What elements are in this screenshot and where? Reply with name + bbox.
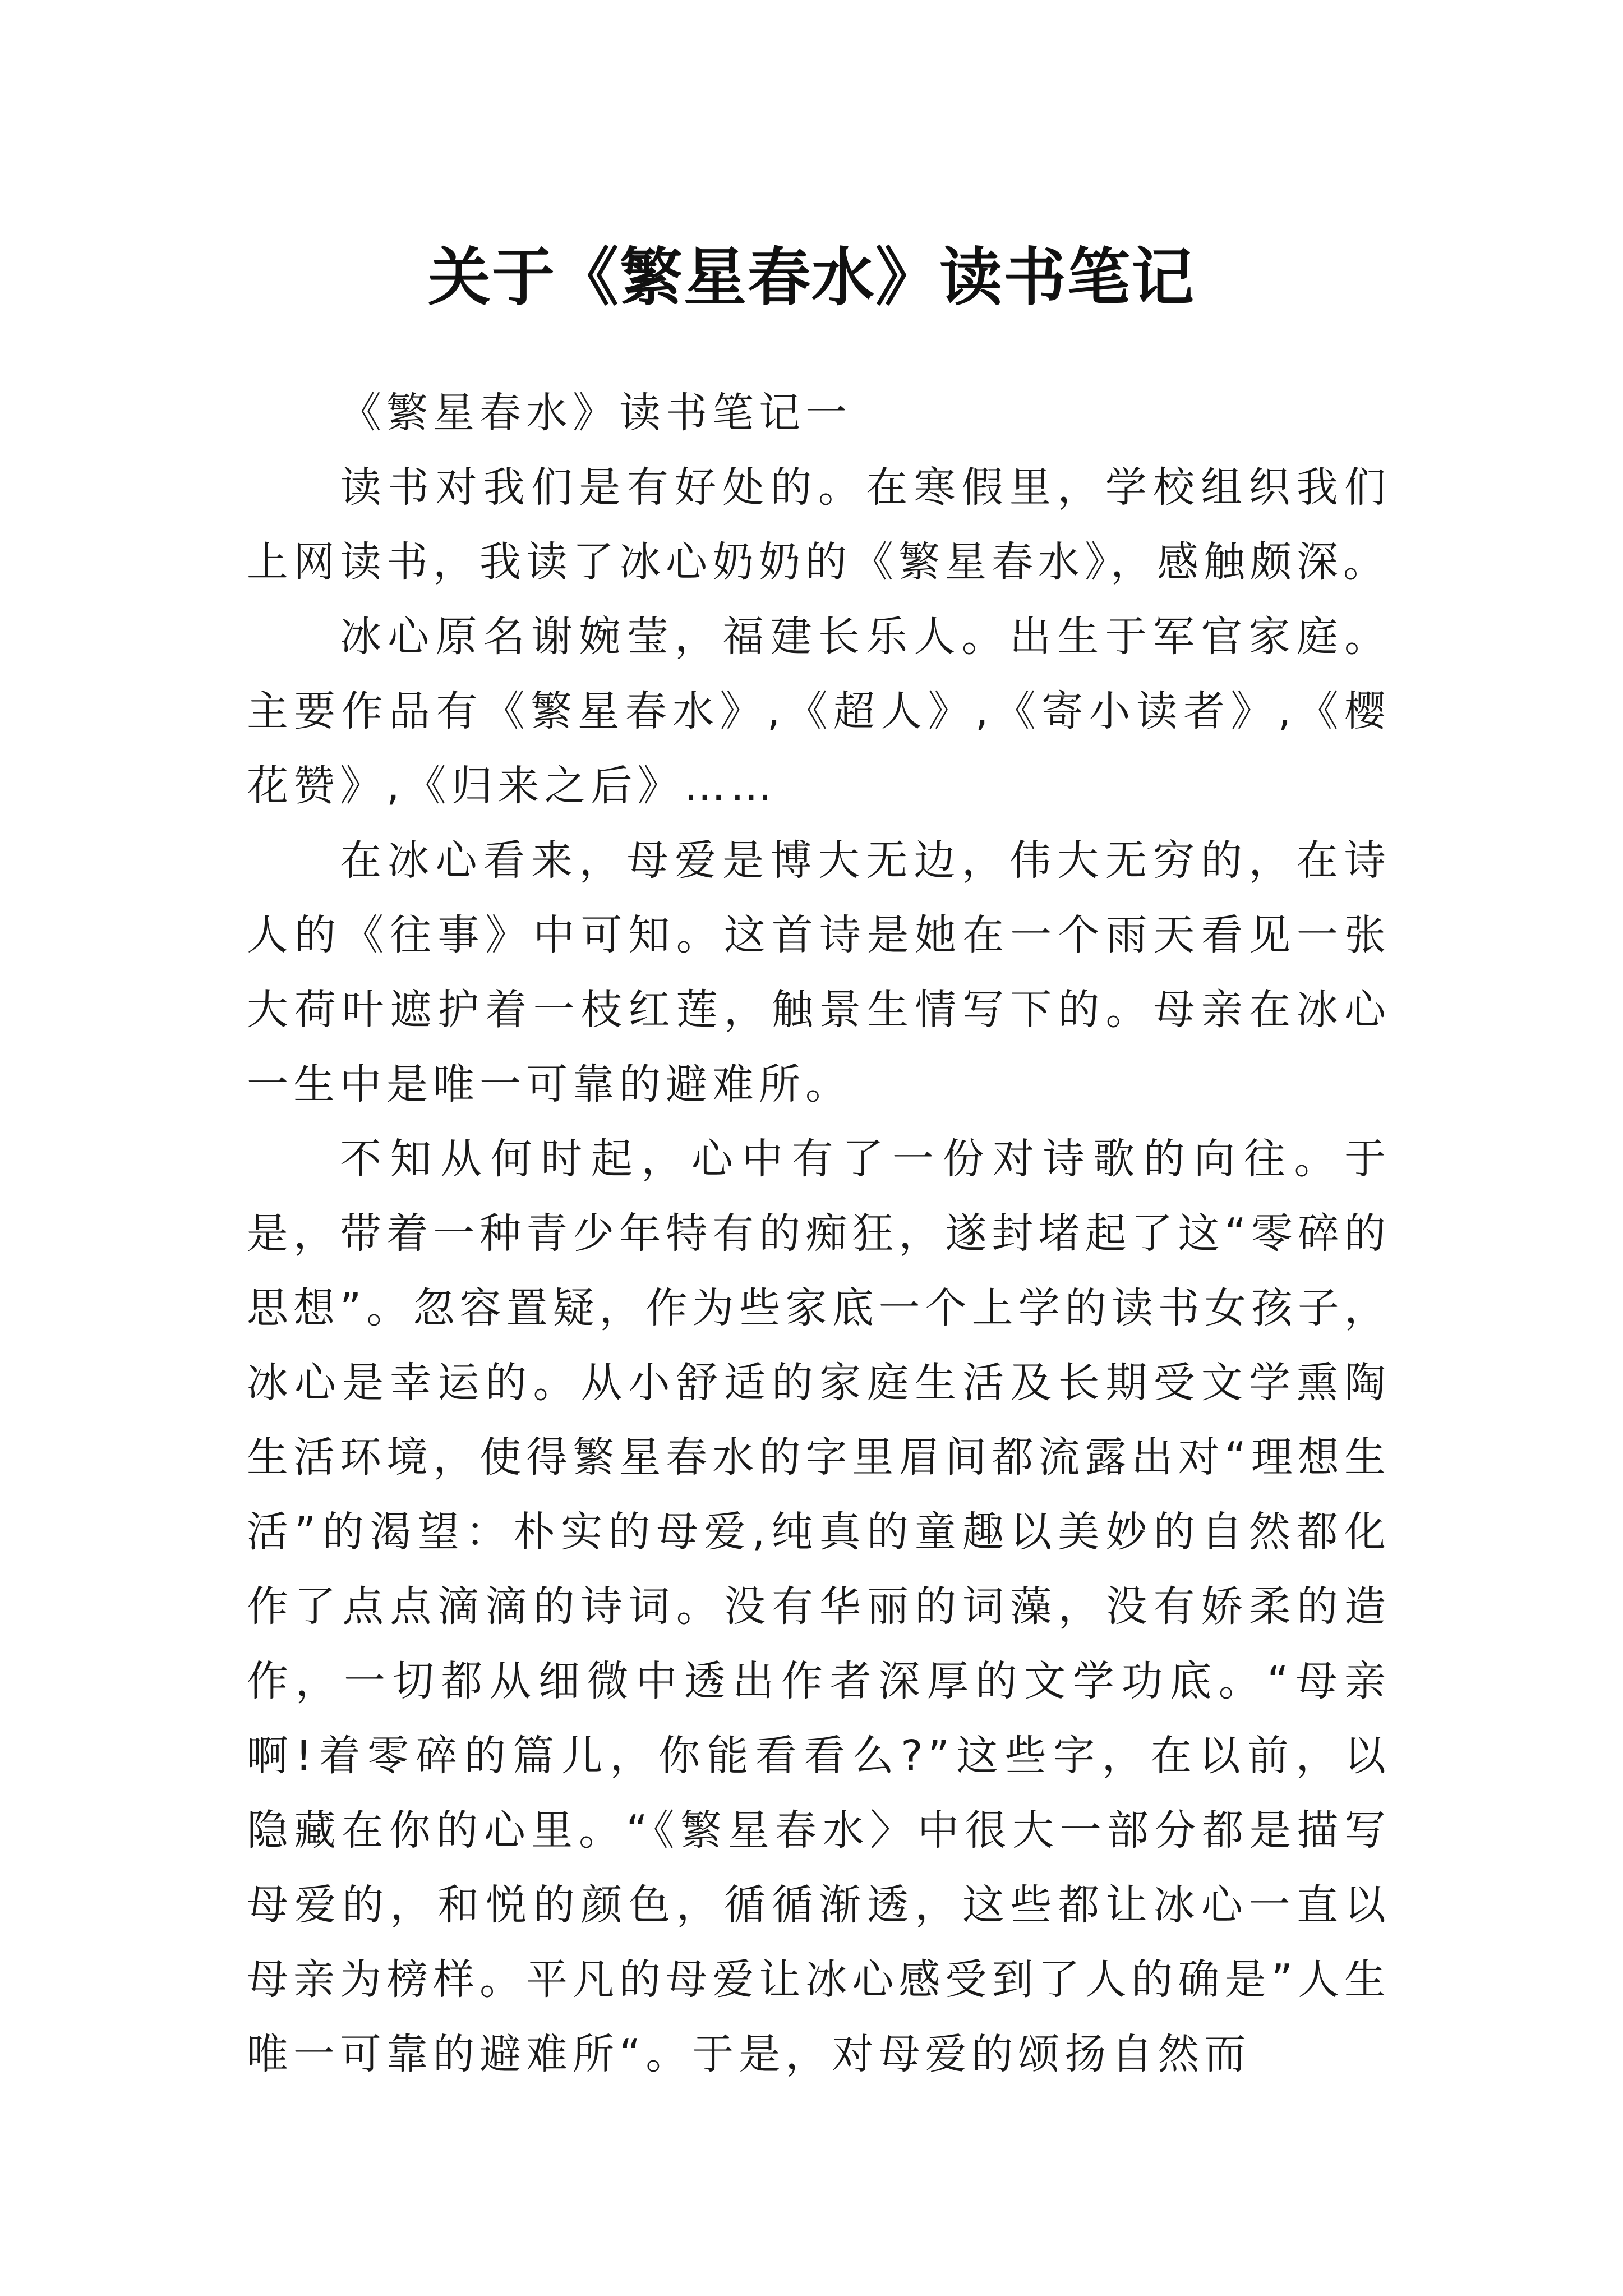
paragraph: 在冰心看来，母爱是博大无边，伟大无穷的，在诗人的《往事》中可知。这首诗是她在一个雨天看见一张大荷叶遮护着一枝红莲，触景生情写下的。母亲在冰心一生中是唯一可靠的避难所。 — [247, 836, 1391, 1108]
document-body — [247, 376, 1391, 2092]
paragraph: 读书对我们是有好处的。在寒假里，学校组织我们上网读书，我读了冰心奶奶的《繁星春水》，感触颇深。 — [247, 463, 1391, 586]
paragraph: 冰心原名谢婉莹，福建长乐人。出生于军官家庭。主要作品有《繁星春水》,《超人》,《寄小读者》,《樱花赞》,《归来之后》…… — [247, 613, 1391, 810]
document-title: 关于《繁星春水》读书笔记 — [428, 241, 1195, 315]
section-heading: 《繁星春水》读书笔记一 — [340, 389, 852, 437]
paragraph: 不知从何时起，心中有了一份对诗歌的向往。于是，带着一种青少年特有的痴狂，遂封堵起了这“零碎的思想”。忽容置疑，作为些家底一个上学的读书女孩子，冰心是幸运的。从小舒适的家庭生活及长期受文学熏陶生活环境，使得繁星春水的字里眉间都流露出对“理想生活”的渴望：朴实的母爱,纯真的童趣以美妙的自然都化作了点点滴滴的诗词。没有华丽的词藻，没有娇柔的造作，一切都从细微中透出作者深厚的文学功底。“母亲啊!着零碎的篇儿，你能看看么?”这些字，在以前，以隐藏在你的心里。“《繁星春水〉中很大一部分都是描写母爱的，和悦的颜色，循循渐透，这些都让冰心一直以母亲为榜样。平凡的母爱让冰心感受到了人的确是”人生唯一可靠的避难所“。于是，对母爱的颂扬自然而 — [247, 1135, 1391, 2078]
